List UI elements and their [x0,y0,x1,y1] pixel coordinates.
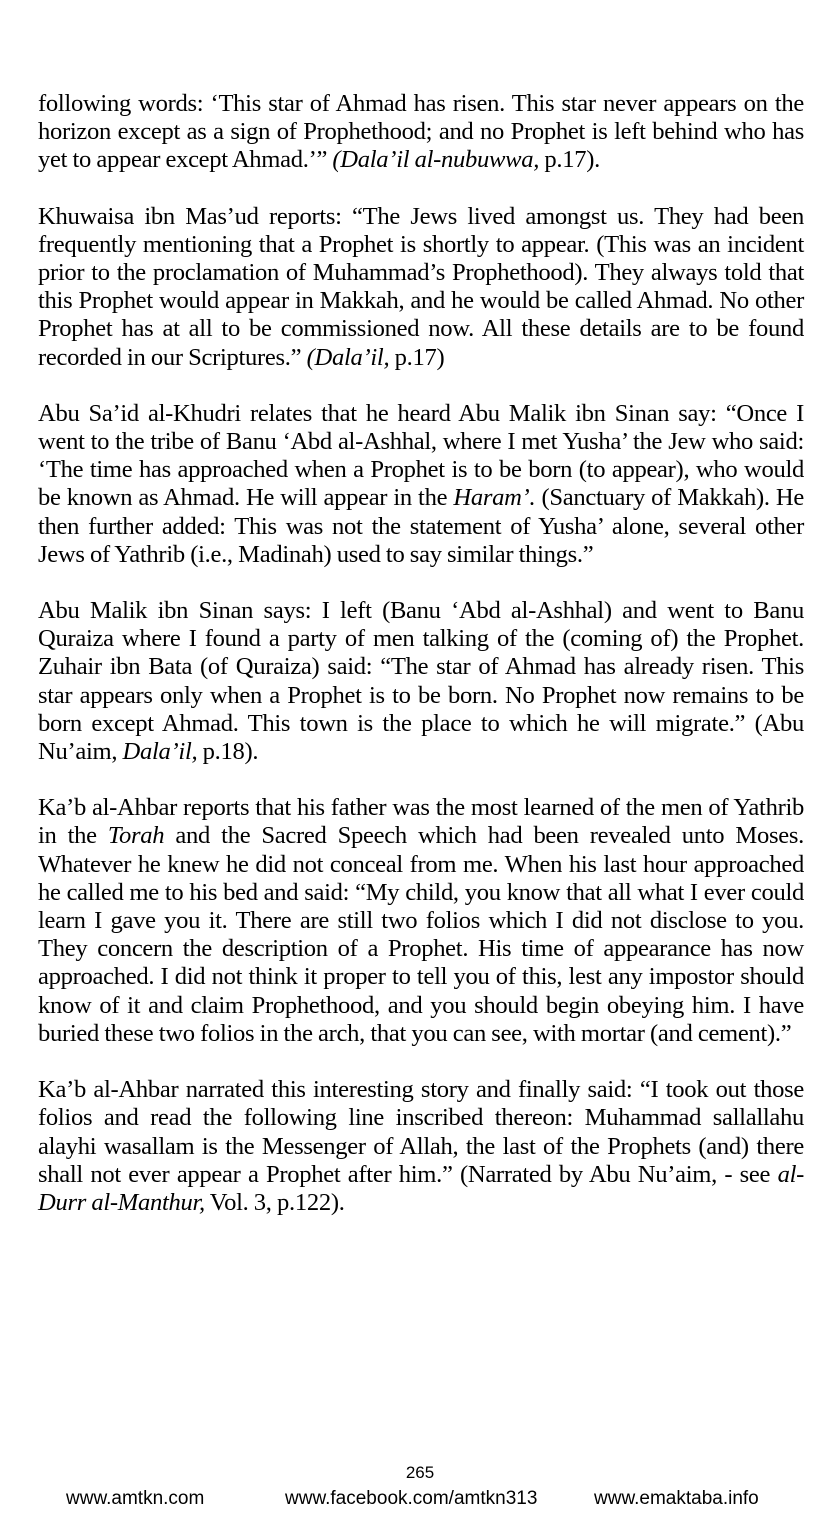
italic-run: al-Durr al-Manthur, [38,1160,804,1216]
footer-link-emaktaba[interactable]: www.emaktaba.info [594,1488,759,1509]
italic-run: Torah [107,822,165,850]
text-run: Khuwaisa ibn Mas’ud reports: “The Jews lived amongst us. They had been frequently mentioning that a Prophet is shortly to appear. (This was an incident prior to the proclamation of Muhammad’s Prophethood). They always told that this Prophet would appear in Makkah, and he would be called Ahmad. No other Prophet has at all to be commissioned now. All these details are to be found recorded in our Scriptures.” [38,202,804,371]
footer-link-facebook[interactable]: www.facebook.com/amtkn313 [285,1488,538,1509]
footer [0,1488,840,1514]
paragraph [38,597,804,766]
page-body [38,90,804,1245]
page-number: 265 [405,1463,435,1482]
italic-run: Dala’il, [122,738,198,766]
text-run: p.18). [197,738,259,766]
paragraph [38,794,804,1048]
text-run: Ka’b al-Ahbar narrated this interesting story and finally said: “I took out those folios and read the following line inscribed thereon: Muhammad sallallahu alayhi wasallam is the Messenger of Allah, the last of the Prophets (and) there shall not ever appear a Prophet after him.” (Narrated by Abu Nu’aim, - see [38,1076,804,1188]
paragraph [38,90,804,175]
italic-run: (Dala’il, [306,343,390,371]
italic-run: (Dala’il al-nubuwwa, [332,146,540,174]
text-run: following words: ‘This star of Ahmad has risen. This star never appears on the horizon except as a sign of Prophethood; and no Prophet is left behind who has yet to appear except Ahmad.’” [38,90,804,174]
italic-run: Haram’. [453,484,536,512]
text-run: Vol. 3, p.122). [204,1188,345,1216]
paragraph [38,1076,804,1217]
text-run: Abu Malik ibn Sinan says: I left (Banu ‘Abd al-Ashhal) and went to Banu Quraiza where I found a party of men talking of the (coming of) the Prophet. Zuhair ibn Bata (of Quraiza) said: “The star of Ahmad has already risen. This star appears only when a Prophet is to be born. No Prophet now remains to be born except Ahmad. This town is the place to which he will migrate.” (Abu Nu’aim, [38,597,804,766]
text-run: Ka’b al-Ahbar reports that his father was the most learned of the men of Yathrib in the [38,794,804,850]
text-run: Abu Sa’id al-Khudri relates that he heard Abu Malik ibn Sinan say: “Once I went to the tribe of Banu ‘Abd al-Ashhal, where I met Yusha’ the Jew who said: ‘The time has approached when a Prophet is to be born (to appear), who would be known as Ahmad. He will appear in the [38,399,804,512]
text-run: p.17) [389,343,445,371]
paragraph [38,400,804,569]
text-run: and the Sacred Speech which had been revealed unto Moses. Whatever he knew he did not conceal from me. When his last hour approached he called me to his bed and said: “My child, you know that all what I ever could learn I gave you it. There are still two folios which I did not disclose to you. They concern the description of a Prophet. His time of appearance has now approached. I did not think it proper to tell you of this, lest any impostor should know of it and claim Prophethood, and you should begin obeying him. I have buried these two folios in the arch, that you can see, with mortar (and cement).” [38,822,804,1047]
footer-link-amtkn[interactable]: www.amtkn.com [66,1488,205,1509]
text-run: p.17). [539,146,601,174]
paragraph [38,203,804,372]
text-run: (Sanctuary of Makkah). He then further added: This was not the statement of Yusha’ alone, several other Jews of Yathrib (i.e., Madinah) used to say similar things.” [38,484,804,568]
